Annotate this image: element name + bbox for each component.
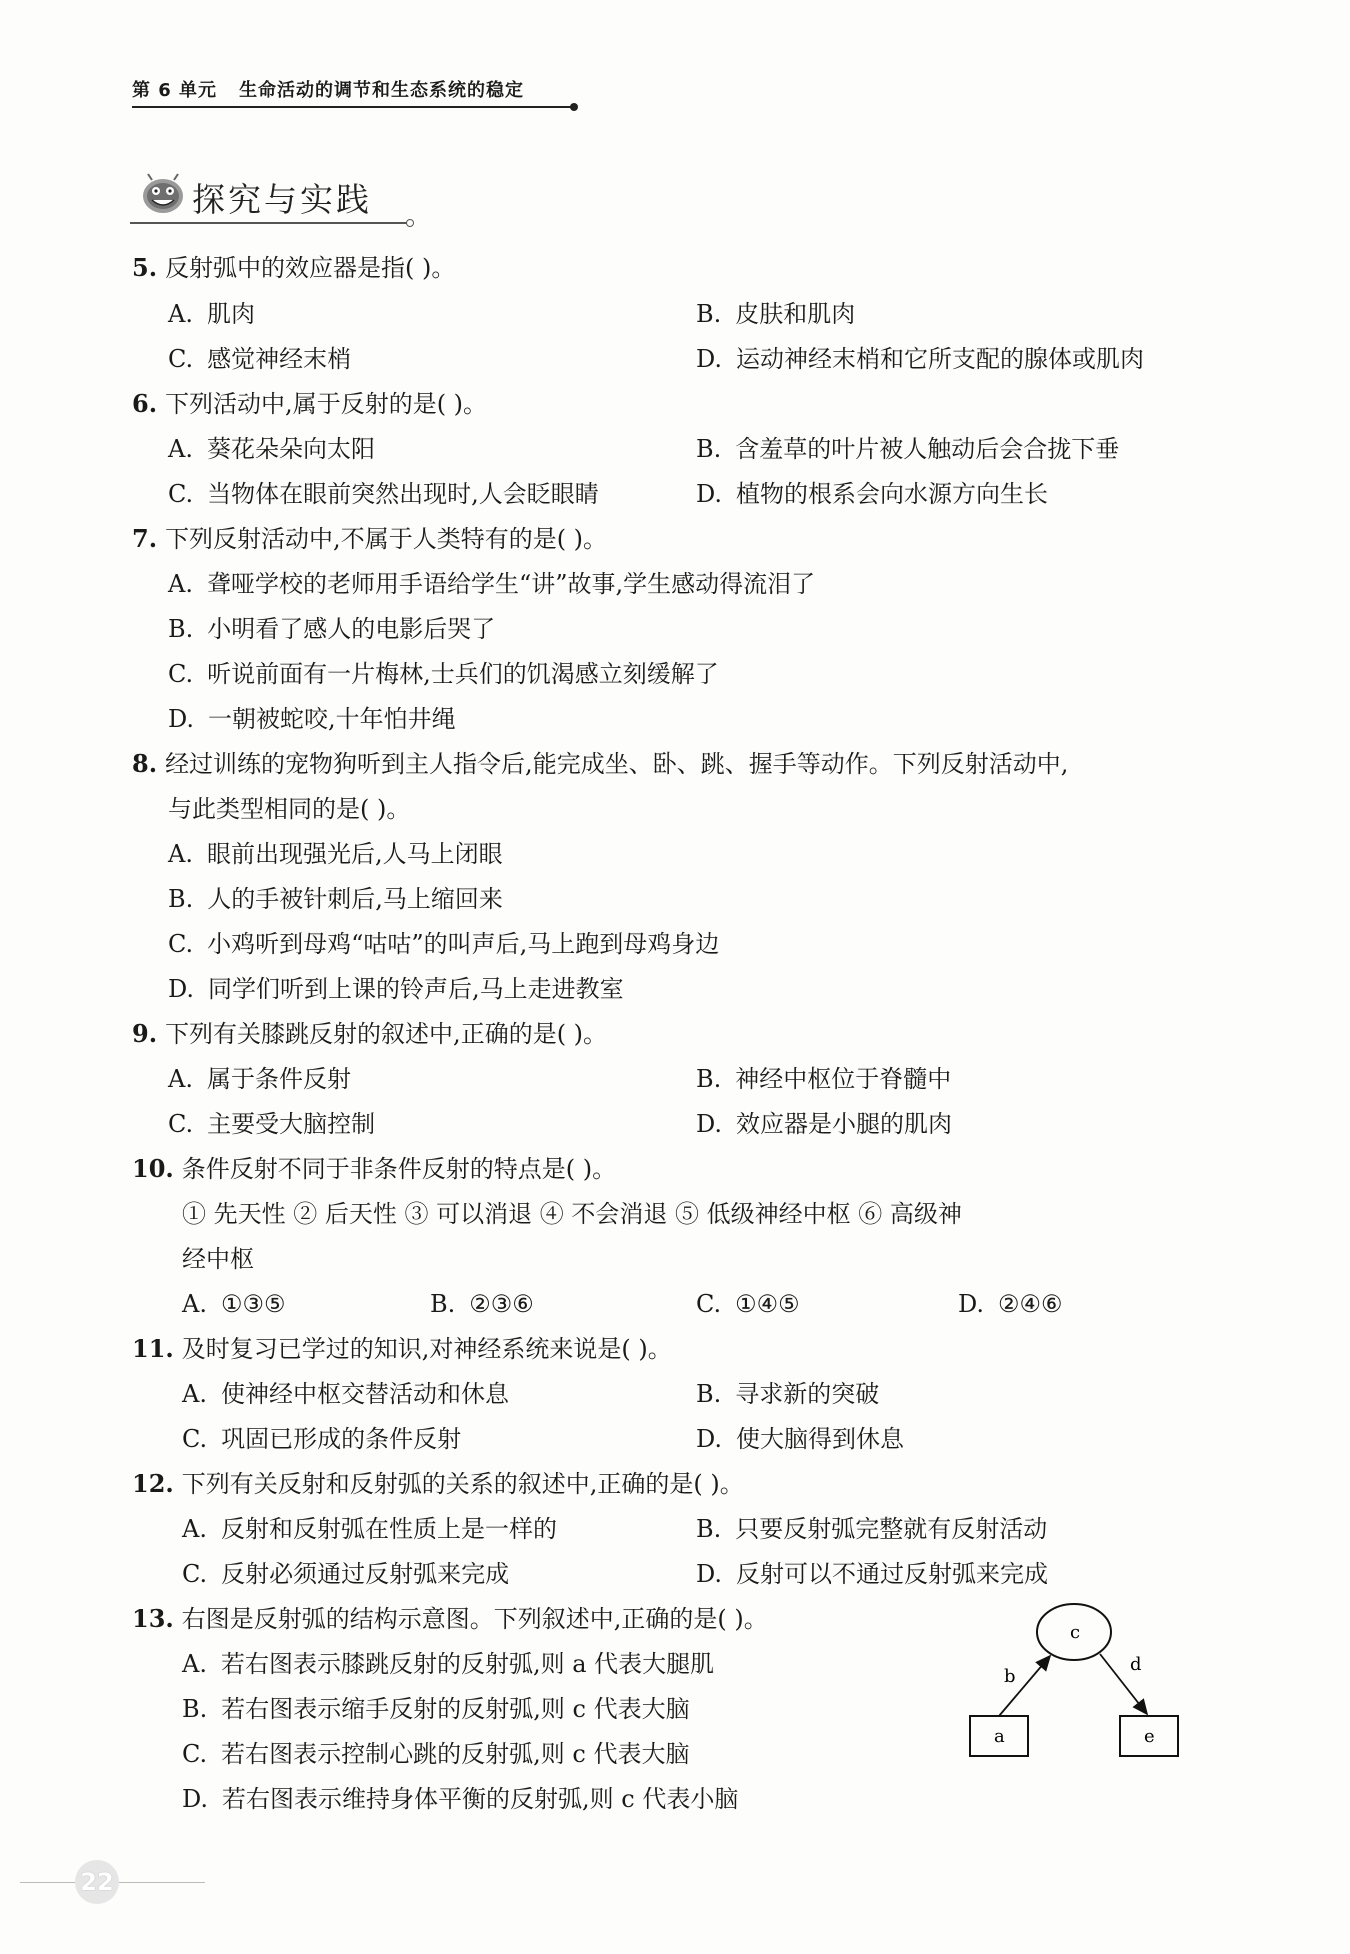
question-7: 7. 下列反射活动中,不属于人类特有的是( )。 <box>132 524 608 553</box>
label-c: c <box>1070 1622 1081 1643</box>
q13-option-c: C. 若右图表示控制心跳的反射弧,则 c 代表大脑 <box>182 1740 690 1768</box>
q9-option-b: B. 神经中枢位于脊髓中 <box>696 1065 952 1093</box>
label-a: a <box>994 1726 1005 1747</box>
q12-option-a: A. 反射和反射弧在性质上是一样的 <box>182 1515 557 1543</box>
q5-option-b: B. 皮肤和肌肉 <box>696 300 856 328</box>
question-12: 12. 下列有关反射和反射弧的关系的叙述中,正确的是( )。 <box>132 1469 744 1498</box>
q7-option-c: C. 听说前面有一片梅林,士兵们的饥渴感立刻缓解了 <box>168 660 719 688</box>
q9-option-a: A. 属于条件反射 <box>168 1065 351 1093</box>
label-e: e <box>1144 1726 1155 1747</box>
q11-option-a: A. 使神经中枢交替活动和休息 <box>182 1380 509 1408</box>
label-b: b <box>1004 1666 1016 1687</box>
q6-option-d: D. 植物的根系会向水源方向生长 <box>696 480 1049 508</box>
q7-option-d: D. 一朝被蛇咬,十年怕井绳 <box>168 705 456 733</box>
section-rule <box>130 222 410 224</box>
q10-option-d: D. ②④⑥ <box>958 1290 1063 1318</box>
q12-option-b: B. 只要反射弧完整就有反射活动 <box>696 1515 1048 1543</box>
question-stem: 反射弧中的效应器是指( )。 <box>165 254 456 282</box>
q13-option-d: D. 若右图表示维持身体平衡的反射弧,则 c 代表小脑 <box>182 1785 739 1813</box>
q5-option-a: A. 肌肉 <box>168 300 255 328</box>
running-header <box>132 76 524 102</box>
q13-option-a: A. 若右图表示膝跳反射的反射弧,则 a 代表大腿肌 <box>182 1650 715 1678</box>
q8-option-b: B. 人的手被针刺后,马上缩回来 <box>168 885 503 913</box>
question-number: 5. <box>132 253 158 282</box>
question-13: 13. 右图是反射弧的结构示意图。下列叙述中,正确的是( )。 <box>132 1604 768 1633</box>
section-title: 探究与实践 <box>192 180 372 219</box>
question-8-stem-cont: 与此类型相同的是( )。 <box>168 795 411 823</box>
question-9: 9. 下列有关膝跳反射的叙述中,正确的是( )。 <box>132 1019 608 1048</box>
q6-option-b: B. 含羞草的叶片被人触动后会合拢下垂 <box>696 435 1120 463</box>
q11-option-b: B. 寻求新的突破 <box>696 1380 880 1408</box>
label-d: d <box>1130 1654 1142 1675</box>
q10-option-b: B. ②③⑥ <box>430 1290 534 1318</box>
q12-option-c: C. 反射必须通过反射弧来完成 <box>182 1560 510 1588</box>
question-10-choices: ① 先天性 ② 后天性 ③ 可以消退 ④ 不会消退 ⑤ 低级神经中枢 ⑥ 高级神 <box>182 1200 962 1228</box>
q11-option-d: D. 使大脑得到休息 <box>696 1425 905 1453</box>
unit-label: 第 6 单元 <box>132 80 218 101</box>
question-8: 8. 经过训练的宠物狗听到主人指令后,能完成坐、卧、跳、握手等动作。下列反射活动中, <box>132 749 1069 778</box>
header-rule <box>132 106 572 108</box>
smiling-mascot-icon <box>140 172 186 216</box>
q9-option-c: C. 主要受大脑控制 <box>168 1110 376 1138</box>
q7-option-a: A. 聋哑学校的老师用手语给学生“讲”故事,学生感动得流泪了 <box>168 570 816 598</box>
q11-option-c: C. 巩固已形成的条件反射 <box>182 1425 462 1453</box>
question-10: 10. 条件反射不同于非条件反射的特点是( )。 <box>132 1154 617 1183</box>
question-6: 6. 下列活动中,属于反射的是( )。 <box>132 389 488 418</box>
unit-title: 生命活动的调节和生态系统的稳定 <box>239 80 525 101</box>
q9-option-d: D. 效应器是小腿的肌肉 <box>696 1110 953 1138</box>
q5-option-d: D. 运动神经末梢和它所支配的腺体或肌肉 <box>696 345 1145 373</box>
question-10-choices-cont: 经中枢 <box>182 1245 254 1273</box>
page-number: 22 <box>75 1860 119 1904</box>
q13-option-b: B. 若右图表示缩手反射的反射弧,则 c 代表大脑 <box>182 1695 690 1723</box>
question-11: 11. 及时复习已学过的知识,对神经系统来说是( )。 <box>132 1334 672 1363</box>
q6-option-a: A. 葵花朵朵向太阳 <box>168 435 375 463</box>
q6-option-c: C. 当物体在眼前突然出现时,人会眨眼睛 <box>168 480 599 508</box>
q10-option-a: A. ①③⑤ <box>182 1290 286 1318</box>
q7-option-b: B. 小明看了感人的电影后哭了 <box>168 615 496 643</box>
q8-option-a: A. 眼前出现强光后,人马上闭眼 <box>168 840 503 868</box>
q8-option-d: D. 同学们听到上课的铃声后,马上走进教室 <box>168 975 624 1003</box>
q12-option-d: D. 反射可以不通过反射弧来完成 <box>696 1560 1049 1588</box>
q8-option-c: C. 小鸡听到母鸡“咕咕”的叫声后,马上跑到母鸡身边 <box>168 930 720 958</box>
question-5 <box>132 250 455 286</box>
q10-option-c: C. ①④⑤ <box>696 1290 800 1318</box>
reflex-arc-diagram <box>960 1598 1200 1768</box>
q5-option-c: C. 感觉神经末梢 <box>168 345 352 373</box>
